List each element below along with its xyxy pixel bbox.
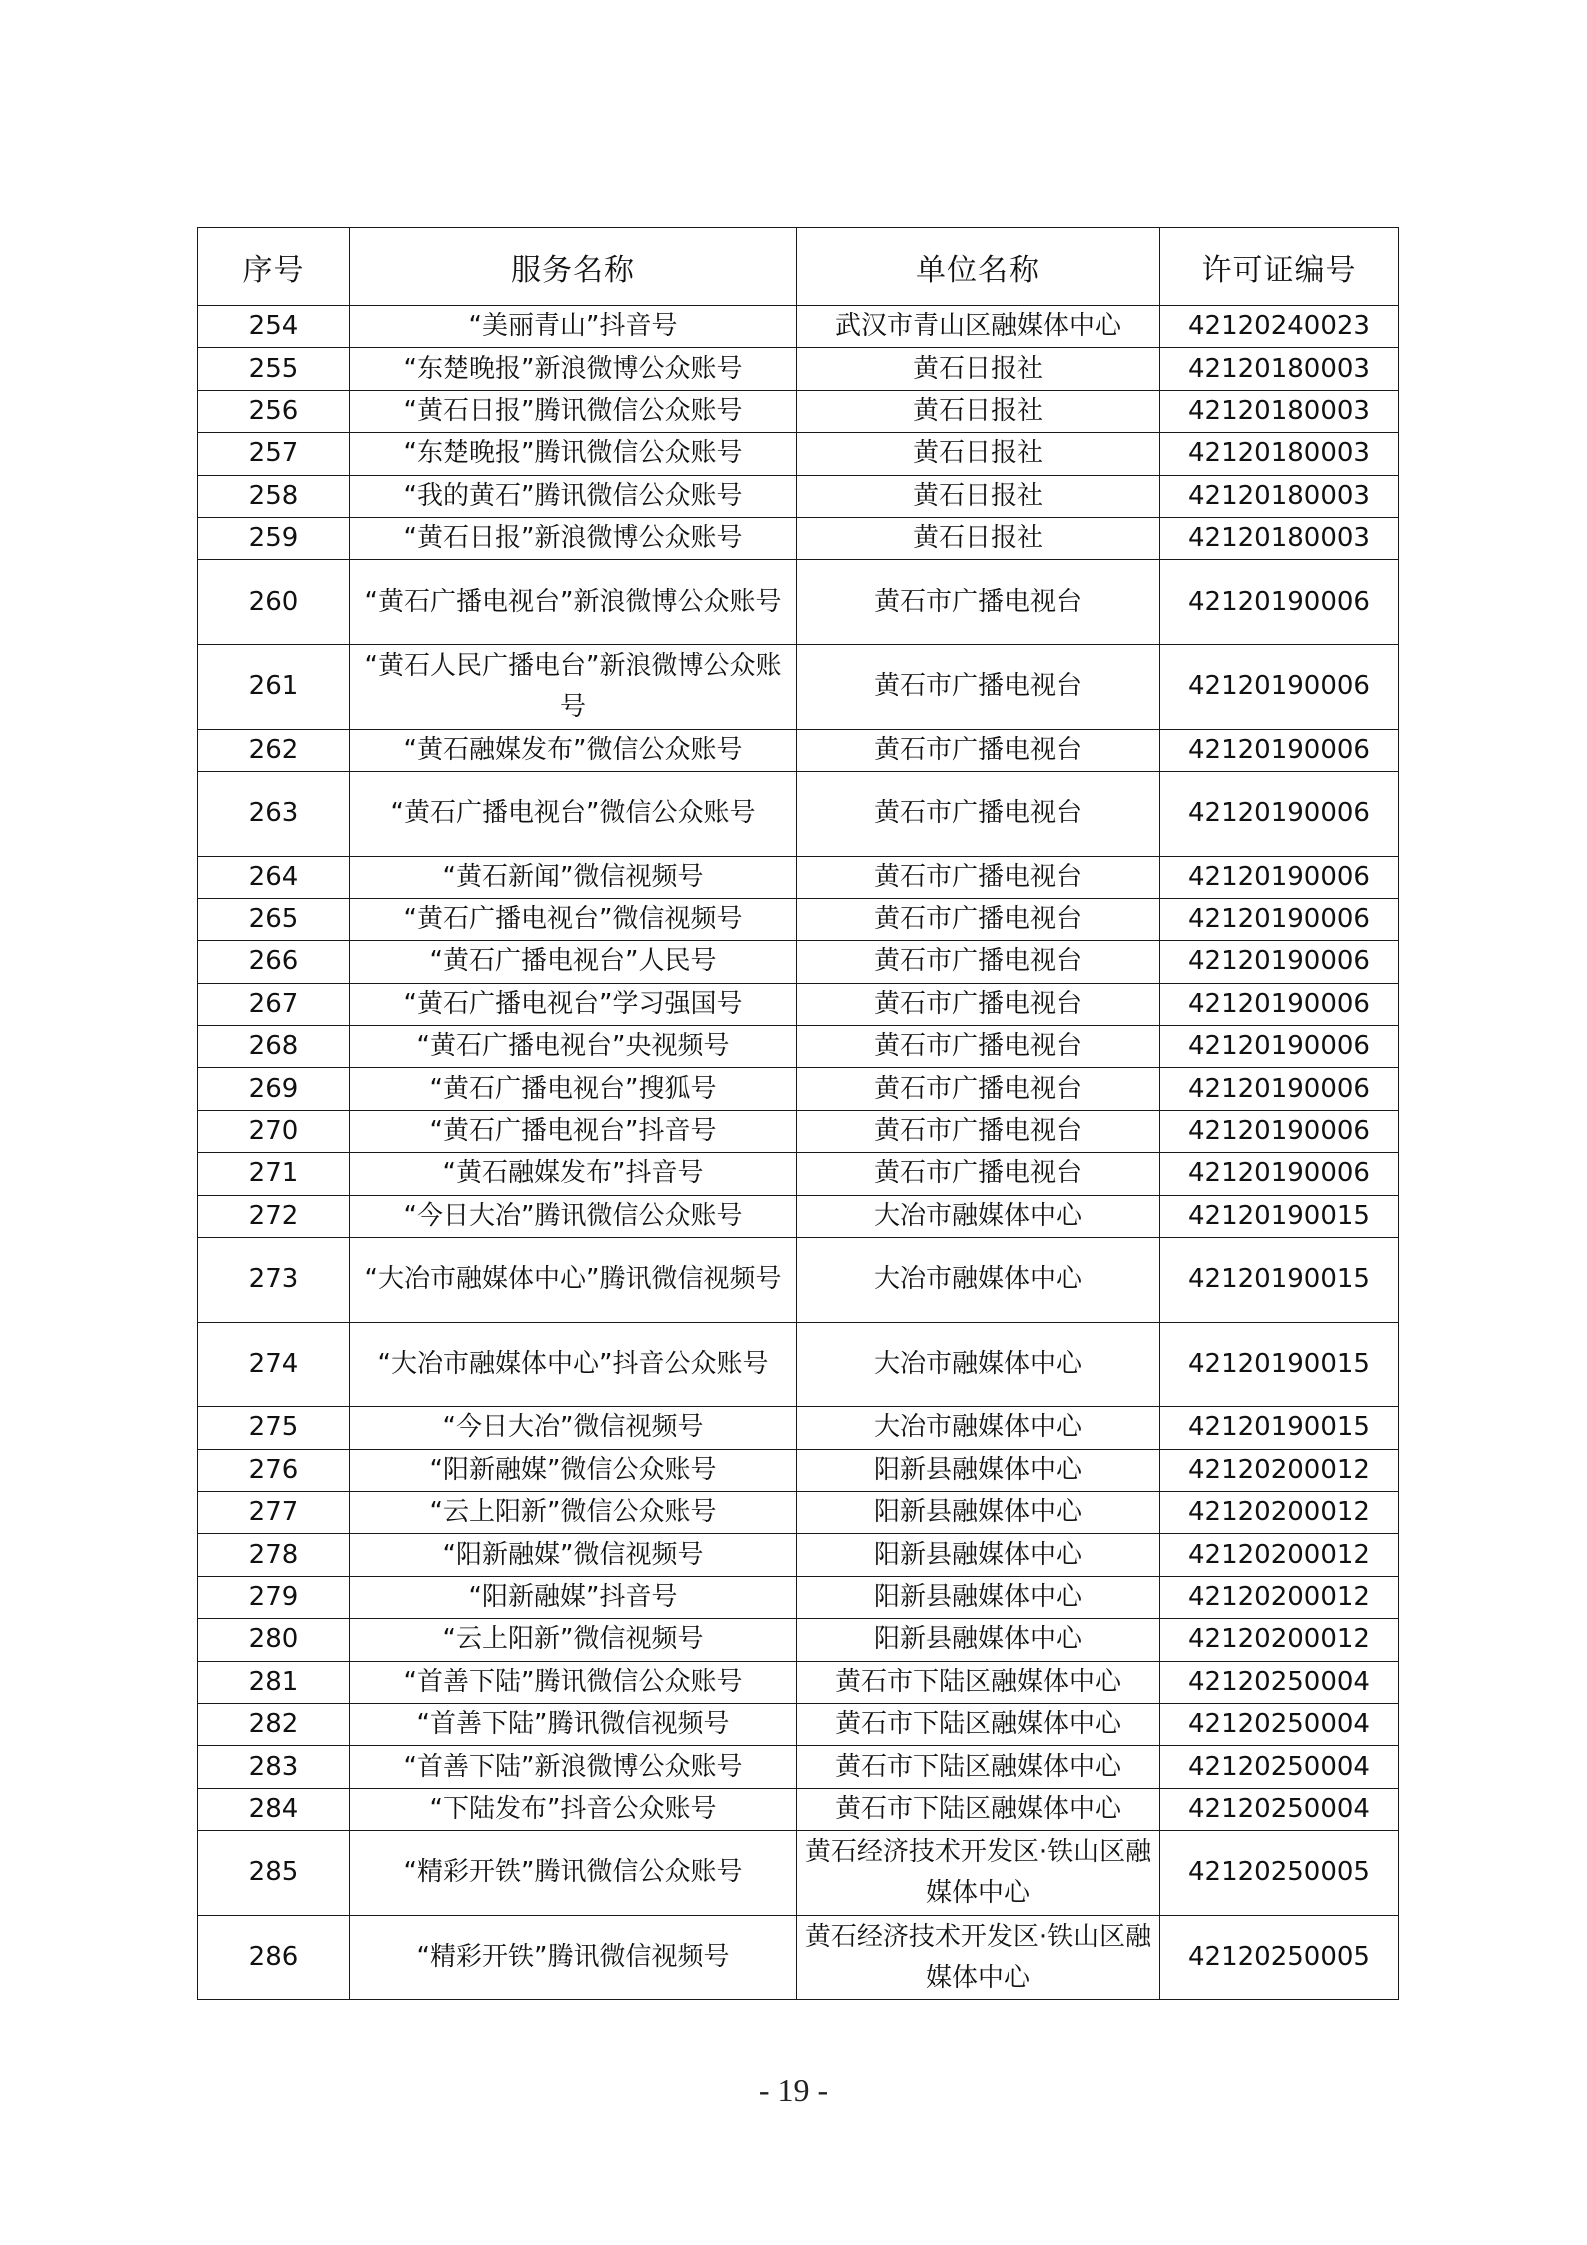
cell-unit-name: 黄石市广播电视台	[797, 729, 1160, 771]
cell-license-no: 42120250005	[1160, 1915, 1399, 2000]
cell-service-name: “黄石广播电视台”学习强国号	[350, 983, 797, 1025]
table-row	[198, 475, 1399, 517]
cell-no: 275	[198, 1407, 350, 1449]
cell-license-no: 42120190006	[1160, 983, 1399, 1025]
cell-license-no: 42120190006	[1160, 560, 1399, 645]
table-row	[198, 1026, 1399, 1068]
cell-no: 273	[198, 1238, 350, 1323]
cell-license-no: 42120250005	[1160, 1831, 1399, 1916]
cell-license-no: 42120180003	[1160, 517, 1399, 559]
cell-license-no: 42120190015	[1160, 1407, 1399, 1449]
cell-service-name: “我的黄石”腾讯微信公众账号	[350, 475, 797, 517]
cell-license-no: 42120200012	[1160, 1449, 1399, 1491]
cell-no: 256	[198, 390, 350, 432]
cell-unit-name: 黄石市广播电视台	[797, 856, 1160, 898]
table-row	[198, 517, 1399, 559]
table-row	[198, 560, 1399, 645]
cell-license-no: 42120250004	[1160, 1788, 1399, 1830]
cell-service-name: “美丽青山”抖音号	[350, 306, 797, 348]
table-row	[198, 644, 1399, 729]
cell-unit-name: 黄石市广播电视台	[797, 560, 1160, 645]
cell-service-name: “东楚晚报”新浪微博公众账号	[350, 348, 797, 390]
cell-no: 261	[198, 644, 350, 729]
cell-unit-name: 黄石市广播电视台	[797, 644, 1160, 729]
cell-license-no: 42120200012	[1160, 1619, 1399, 1661]
cell-no: 276	[198, 1449, 350, 1491]
table-row	[198, 1110, 1399, 1152]
cell-no: 277	[198, 1492, 350, 1534]
table-row	[198, 898, 1399, 940]
cell-service-name: “黄石日报”腾讯微信公众账号	[350, 390, 797, 432]
cell-unit-name: 大冶市融媒体中心	[797, 1195, 1160, 1237]
table-row	[198, 983, 1399, 1025]
table-row	[198, 1619, 1399, 1661]
table-header-row	[198, 228, 1399, 306]
cell-service-name: “黄石融媒发布”微信公众账号	[350, 729, 797, 771]
table-row	[198, 1831, 1399, 1916]
cell-license-no: 42120200012	[1160, 1492, 1399, 1534]
header-service-name: 服务名称	[350, 228, 797, 306]
cell-no: 283	[198, 1746, 350, 1788]
cell-license-no: 42120250004	[1160, 1746, 1399, 1788]
cell-unit-name: 黄石市广播电视台	[797, 983, 1160, 1025]
cell-license-no: 42120190006	[1160, 1110, 1399, 1152]
cell-unit-name: 黄石日报社	[797, 433, 1160, 475]
cell-no: 268	[198, 1026, 350, 1068]
cell-unit-name: 阳新县融媒体中心	[797, 1534, 1160, 1576]
cell-no: 272	[198, 1195, 350, 1237]
cell-license-no: 42120190006	[1160, 1068, 1399, 1110]
cell-service-name: “东楚晚报”腾讯微信公众账号	[350, 433, 797, 475]
cell-service-name: “黄石广播电视台”搜狐号	[350, 1068, 797, 1110]
cell-license-no: 42120190015	[1160, 1322, 1399, 1407]
cell-unit-name: 黄石日报社	[797, 475, 1160, 517]
cell-service-name: “首善下陆”新浪微博公众账号	[350, 1746, 797, 1788]
cell-service-name: “下陆发布”抖音公众账号	[350, 1788, 797, 1830]
cell-no: 262	[198, 729, 350, 771]
table-row	[198, 1661, 1399, 1703]
table-row	[198, 433, 1399, 475]
cell-license-no: 42120180003	[1160, 390, 1399, 432]
cell-service-name: “黄石广播电视台”微信公众账号	[350, 771, 797, 856]
cell-license-no: 42120190006	[1160, 941, 1399, 983]
cell-service-name: “精彩开铁”腾讯微信视频号	[350, 1915, 797, 2000]
cell-no: 274	[198, 1322, 350, 1407]
cell-service-name: “黄石广播电视台”央视频号	[350, 1026, 797, 1068]
header-no: 序号	[198, 228, 350, 306]
cell-unit-name: 黄石日报社	[797, 517, 1160, 559]
cell-service-name: “阳新融媒”抖音号	[350, 1576, 797, 1618]
table-row	[198, 1407, 1399, 1449]
table-row	[198, 1195, 1399, 1237]
table-row	[198, 1746, 1399, 1788]
cell-unit-name: 黄石市广播电视台	[797, 941, 1160, 983]
cell-license-no: 42120240023	[1160, 306, 1399, 348]
cell-no: 279	[198, 1576, 350, 1618]
cell-unit-name: 阳新县融媒体中心	[797, 1576, 1160, 1618]
cell-unit-name: 黄石日报社	[797, 348, 1160, 390]
cell-license-no: 42120190015	[1160, 1238, 1399, 1323]
cell-service-name: “精彩开铁”腾讯微信公众账号	[350, 1831, 797, 1916]
cell-no: 257	[198, 433, 350, 475]
cell-unit-name: 大冶市融媒体中心	[797, 1238, 1160, 1323]
cell-license-no: 42120190006	[1160, 771, 1399, 856]
cell-license-no: 42120180003	[1160, 475, 1399, 517]
table-row	[198, 856, 1399, 898]
table-row	[198, 390, 1399, 432]
cell-no: 280	[198, 1619, 350, 1661]
cell-unit-name: 阳新县融媒体中心	[797, 1619, 1160, 1661]
cell-unit-name: 黄石市广播电视台	[797, 1068, 1160, 1110]
cell-service-name: “黄石融媒发布”抖音号	[350, 1153, 797, 1195]
table-row	[198, 1576, 1399, 1618]
table-row	[198, 1322, 1399, 1407]
cell-unit-name: 黄石市广播电视台	[797, 898, 1160, 940]
cell-service-name: “云上阳新”微信视频号	[350, 1619, 797, 1661]
cell-license-no: 42120190015	[1160, 1195, 1399, 1237]
cell-unit-name: 黄石市下陆区融媒体中心	[797, 1788, 1160, 1830]
header-license-no: 许可证编号	[1160, 228, 1399, 306]
cell-no: 266	[198, 941, 350, 983]
table-row	[198, 1068, 1399, 1110]
cell-no: 254	[198, 306, 350, 348]
cell-license-no: 42120200012	[1160, 1534, 1399, 1576]
cell-license-no: 42120190006	[1160, 644, 1399, 729]
cell-unit-name: 大冶市融媒体中心	[797, 1407, 1160, 1449]
cell-unit-name: 黄石经济技术开发区·铁山区融媒体中心	[797, 1915, 1160, 2000]
cell-unit-name: 阳新县融媒体中心	[797, 1449, 1160, 1491]
cell-service-name: “黄石人民广播电台”新浪微博公众账号	[350, 644, 797, 729]
table-row	[198, 771, 1399, 856]
cell-service-name: “云上阳新”微信公众账号	[350, 1492, 797, 1534]
table-body	[198, 306, 1399, 2000]
cell-license-no: 42120190006	[1160, 898, 1399, 940]
table-row	[198, 1153, 1399, 1195]
cell-unit-name: 黄石市下陆区融媒体中心	[797, 1746, 1160, 1788]
cell-service-name: “大冶市融媒体中心”抖音公众账号	[350, 1322, 797, 1407]
cell-service-name: “黄石新闻”微信视频号	[350, 856, 797, 898]
cell-license-no: 42120190006	[1160, 1026, 1399, 1068]
cell-no: 260	[198, 560, 350, 645]
cell-no: 270	[198, 1110, 350, 1152]
cell-no: 286	[198, 1915, 350, 2000]
table-row	[198, 729, 1399, 771]
cell-unit-name: 黄石经济技术开发区·铁山区融媒体中心	[797, 1831, 1160, 1916]
table-row	[198, 941, 1399, 983]
cell-no: 265	[198, 898, 350, 940]
cell-license-no: 42120190006	[1160, 856, 1399, 898]
cell-service-name: “今日大冶”微信视频号	[350, 1407, 797, 1449]
cell-unit-name: 黄石市广播电视台	[797, 1110, 1160, 1152]
table-row	[198, 1449, 1399, 1491]
cell-service-name: “黄石广播电视台”新浪微博公众账号	[350, 560, 797, 645]
cell-no: 271	[198, 1153, 350, 1195]
cell-service-name: “阳新融媒”微信视频号	[350, 1534, 797, 1576]
cell-no: 278	[198, 1534, 350, 1576]
table-row	[198, 1915, 1399, 2000]
table-row	[198, 1238, 1399, 1323]
cell-no: 282	[198, 1703, 350, 1745]
cell-no: 255	[198, 348, 350, 390]
table-row	[198, 1492, 1399, 1534]
cell-service-name: “黄石广播电视台”人民号	[350, 941, 797, 983]
cell-license-no: 42120180003	[1160, 433, 1399, 475]
table-row	[198, 1703, 1399, 1745]
cell-service-name: “首善下陆”腾讯微信公众账号	[350, 1661, 797, 1703]
cell-service-name: “黄石广播电视台”抖音号	[350, 1110, 797, 1152]
table-row	[198, 1534, 1399, 1576]
table-row	[198, 306, 1399, 348]
cell-no: 285	[198, 1831, 350, 1916]
cell-service-name: “大冶市融媒体中心”腾讯微信视频号	[350, 1238, 797, 1323]
license-table	[197, 227, 1399, 2000]
cell-unit-name: 黄石市下陆区融媒体中心	[797, 1703, 1160, 1745]
cell-unit-name: 大冶市融媒体中心	[797, 1322, 1160, 1407]
cell-service-name: “今日大冶”腾讯微信公众账号	[350, 1195, 797, 1237]
cell-license-no: 42120190006	[1160, 1153, 1399, 1195]
cell-service-name: “首善下陆”腾讯微信视频号	[350, 1703, 797, 1745]
cell-unit-name: 黄石市广播电视台	[797, 1153, 1160, 1195]
cell-license-no: 42120180003	[1160, 348, 1399, 390]
cell-unit-name: 黄石日报社	[797, 390, 1160, 432]
cell-no: 267	[198, 983, 350, 1025]
table-row	[198, 348, 1399, 390]
cell-license-no: 42120250004	[1160, 1661, 1399, 1703]
cell-license-no: 42120200012	[1160, 1576, 1399, 1618]
header-unit-name: 单位名称	[797, 228, 1160, 306]
cell-no: 284	[198, 1788, 350, 1830]
cell-no: 259	[198, 517, 350, 559]
cell-unit-name: 阳新县融媒体中心	[797, 1492, 1160, 1534]
cell-no: 258	[198, 475, 350, 517]
cell-no: 263	[198, 771, 350, 856]
page-number: - 19 -	[758, 2072, 829, 2108]
cell-license-no: 42120250004	[1160, 1703, 1399, 1745]
cell-unit-name: 黄石市广播电视台	[797, 1026, 1160, 1068]
cell-service-name: “黄石日报”新浪微博公众账号	[350, 517, 797, 559]
cell-service-name: “阳新融媒”微信公众账号	[350, 1449, 797, 1491]
cell-unit-name: 黄石市下陆区融媒体中心	[797, 1661, 1160, 1703]
cell-unit-name: 黄石市广播电视台	[797, 771, 1160, 856]
cell-license-no: 42120190006	[1160, 729, 1399, 771]
cell-no: 264	[198, 856, 350, 898]
table-row	[198, 1788, 1399, 1830]
cell-no: 281	[198, 1661, 350, 1703]
cell-no: 269	[198, 1068, 350, 1110]
cell-unit-name: 武汉市青山区融媒体中心	[797, 306, 1160, 348]
cell-service-name: “黄石广播电视台”微信视频号	[350, 898, 797, 940]
